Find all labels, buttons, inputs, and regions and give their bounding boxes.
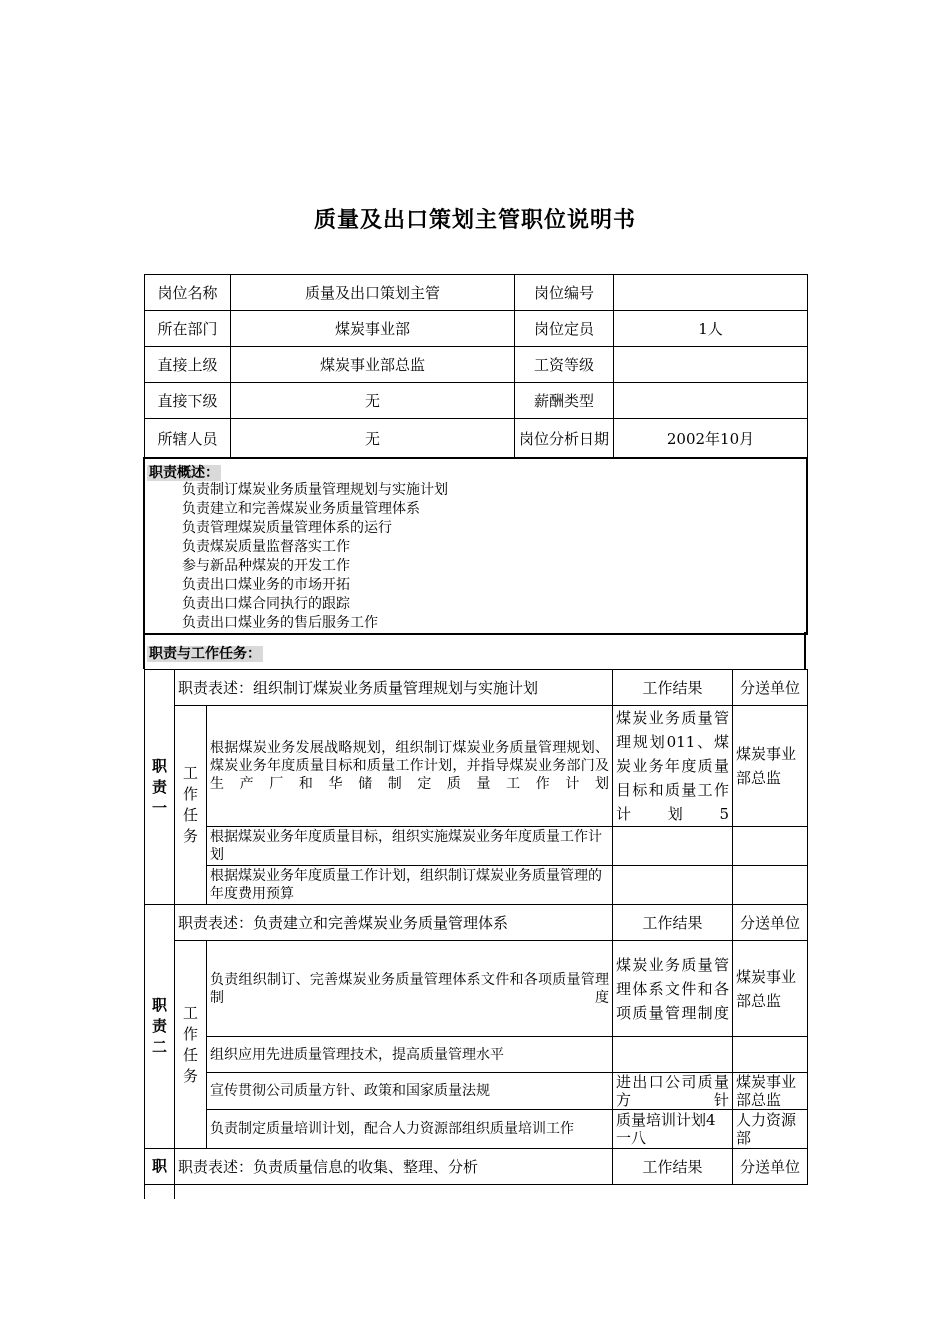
duties-heading-row: [143, 632, 806, 669]
dest-header: 分送单位: [733, 905, 808, 941]
duties-table: [144, 669, 808, 1199]
duty-2-task-2-dest: [733, 1037, 808, 1073]
value-headcount: 1人: [614, 311, 808, 347]
overview-item: 负责管理煤炭质量管理体系的运行: [182, 520, 392, 536]
label-analysis-date: 岗位分析日期: [515, 419, 614, 459]
result-header: 工作结果: [613, 905, 733, 941]
duty-3-label: 职: [145, 1149, 175, 1185]
duty-2-task-4-result: 质量培训计划4一八: [613, 1110, 733, 1149]
duty-2-task-4-dest: 人力资源部: [733, 1110, 808, 1149]
duty-1-task-2: 根据煤炭业务年度质量目标，组织实施煤炭业务年度质量工作计划: [207, 827, 613, 866]
duty-2-task-2-result: [613, 1037, 733, 1073]
duty-2-task-2: 组织应用先进质量管理技术，提高质量管理水平: [207, 1037, 613, 1073]
duties-heading: 职责与工作任务：: [149, 646, 261, 662]
duty-1-statement: 职责表述：组织制订煤炭业务质量管理规划与实施计划: [175, 670, 613, 706]
overview-item: 负责建立和完善煤炭业务质量管理体系: [182, 501, 420, 517]
duty-2-task-3: 宣传贯彻公司质量方针、政策和国家质量法规: [207, 1073, 613, 1110]
label-pay-type: 薪酬类型: [515, 383, 614, 419]
duty-2-task-3-dest: 煤炭事业部总监: [733, 1073, 808, 1110]
value-position-id: [614, 275, 808, 311]
overview-item: 负责出口煤业务的售后服务工作: [182, 615, 378, 631]
duty-1-task-1: 根据煤炭业务发展战略规划，组织制订煤炭业务质量管理规划、煤炭业务年度质量目标和质量工作计划，并指导煤炭业务部门及生产厂和华储制定质量工作计划: [207, 706, 613, 827]
duty-2-task-3-result: 进出口公司质量方针: [613, 1073, 733, 1110]
dest-header: 分送单位: [733, 1149, 808, 1185]
duty-1-task-3-dest: [733, 866, 808, 905]
duty-2-task-1-result: 煤炭业务质量管理体系文件和各项质量管理制度: [613, 941, 733, 1037]
result-header: 工作结果: [613, 670, 733, 706]
label-subordinate: 直接下级: [145, 383, 231, 419]
duty-1-task-3-result: [613, 866, 733, 905]
label-department: 所在部门: [145, 311, 231, 347]
overview-item: 负责制订煤炭业务质量管理规划与实施计划: [182, 482, 448, 498]
dest-header: 分送单位: [733, 670, 808, 706]
value-pay-type: [614, 383, 808, 419]
label-position-name: 岗位名称: [145, 275, 231, 311]
duty-1-task-label: 工作任务: [175, 706, 207, 905]
overview-item: 负责煤炭质量监督落实工作: [182, 539, 350, 555]
duty-1-task-1-dest: 煤炭事业部总监: [733, 706, 808, 827]
value-analysis-date: 2002年10月: [614, 419, 808, 459]
label-position-id: 岗位编号: [515, 275, 614, 311]
duty-2-task-label: 工作任务: [175, 941, 207, 1149]
duty-2-task-1: 负责组织制订、完善煤炭业务质量管理体系文件和各项质量管理制度: [207, 941, 613, 1037]
value-salary-grade: [614, 347, 808, 383]
duty-2-statement: 职责表述：负责建立和完善煤炭业务质量管理体系: [175, 905, 613, 941]
label-salary-grade: 工资等级: [515, 347, 614, 383]
result-header: 工作结果: [613, 1149, 733, 1185]
overview-item: 负责出口煤合同执行的跟踪: [182, 596, 350, 612]
page-title: 质量及出口策划主管职位说明书: [313, 208, 636, 233]
value-position-name: 质量及出口策划主管: [231, 275, 515, 311]
value-department: 煤炭事业部: [231, 311, 515, 347]
label-staff: 所辖人员: [145, 419, 231, 459]
label-superior: 直接上级: [145, 347, 231, 383]
duty-3-statement: 职责表述：负责质量信息的收集、整理、分析: [175, 1149, 613, 1185]
overview-list: [182, 481, 448, 633]
duty-1-label: 职责一: [145, 670, 175, 905]
overview-item: 参与新品种煤炭的开发工作: [182, 558, 350, 574]
overview-item: 负责出口煤业务的市场开拓: [182, 577, 350, 593]
value-subordinate: 无: [231, 383, 515, 419]
duty-1-task-1-result: 煤炭业务质量管理规划011、煤炭业务年度质量目标和质量工作计划5: [613, 706, 733, 827]
basic-info-table: [144, 274, 808, 459]
label-headcount: 岗位定员: [515, 311, 614, 347]
duty-1-task-3: 根据煤炭业务年度质量工作计划，组织制订煤炭业务质量管理的年度费用预算: [207, 866, 613, 905]
overview-heading: 职责概述：: [149, 465, 219, 481]
duty-1-task-2-dest: [733, 827, 808, 866]
overview-section: [143, 457, 808, 635]
duty-1-task-2-result: [613, 827, 733, 866]
duty-2-task-1-dest: 煤炭事业部总监: [733, 941, 808, 1037]
duty-2-task-4: 负责制定质量培训计划，配合人力资源部组织质量培训工作: [207, 1110, 613, 1149]
duty-2-label: 职责二: [145, 905, 175, 1149]
value-staff: 无: [231, 419, 515, 459]
value-superior: 煤炭事业部总监: [231, 347, 515, 383]
